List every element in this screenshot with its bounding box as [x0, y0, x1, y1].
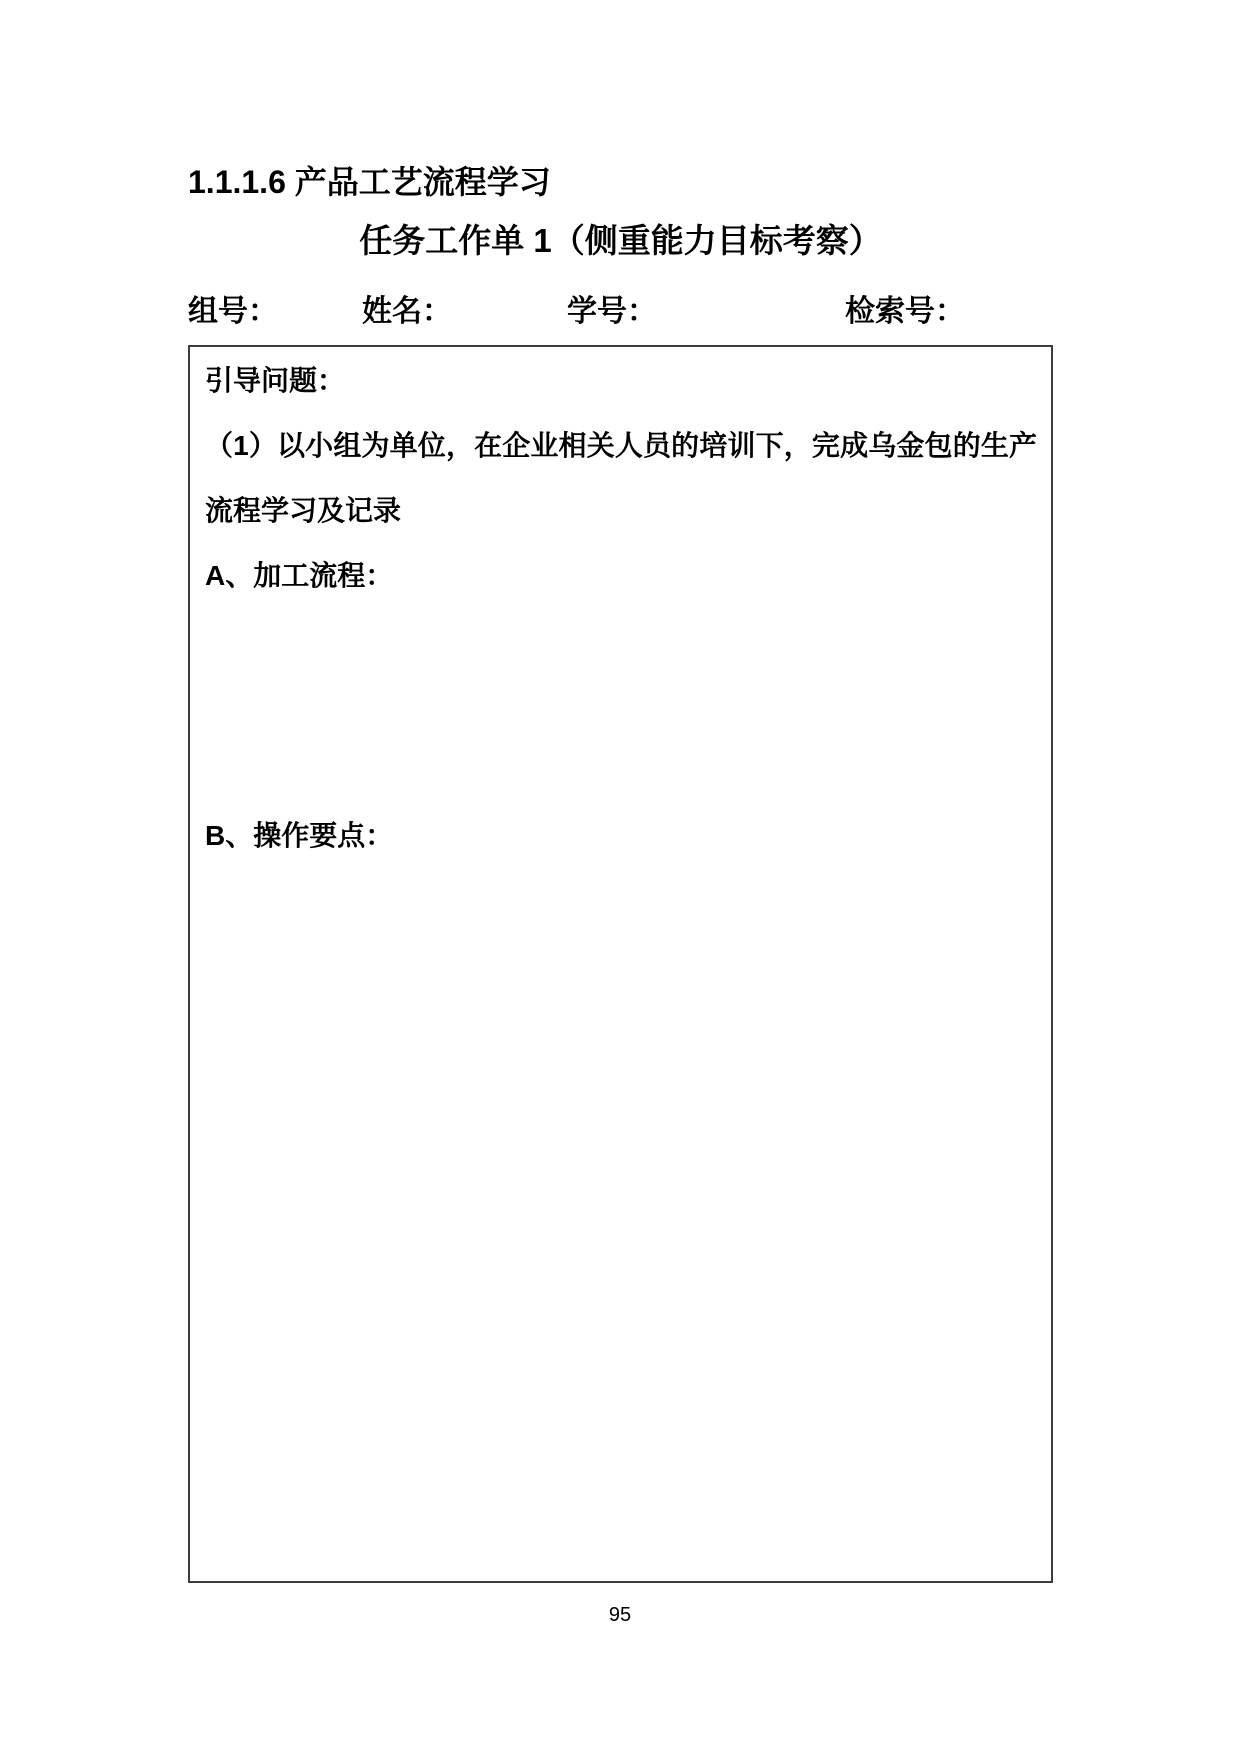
name-label: 姓名：	[362, 295, 452, 328]
task-description-line-2: 流程学习及记录	[205, 495, 402, 526]
worksheet-title: 任务工作单 1（侧重能力目标考察）	[359, 222, 882, 259]
worksheet-box	[188, 345, 1053, 1583]
section-b-label: B、操作要点：	[205, 820, 394, 851]
name-blank[interactable]	[460, 292, 550, 332]
task-description-line-1: （1）以小组为单位，在企业相关人员的培训下，完成乌金包的生产	[205, 430, 1037, 461]
section-a-label: A、加工流程：	[205, 560, 394, 591]
index-number-blank[interactable]	[973, 292, 1063, 332]
section-b-answer-area[interactable]	[205, 868, 1037, 1558]
group-number-blank[interactable]	[283, 292, 373, 332]
group-number-label: 组号：	[188, 295, 278, 328]
fields-row	[188, 292, 1053, 332]
section-a-answer-area[interactable]	[205, 608, 1037, 803]
student-id-label: 学号：	[567, 295, 657, 328]
index-number-label: 检索号：	[845, 295, 965, 328]
guide-questions-heading: 引导问题：	[205, 365, 346, 396]
student-id-blank[interactable]	[665, 292, 755, 332]
page-number: 95	[608, 1604, 632, 1626]
section-heading: 1.1.1.6 产品工艺流程学习	[188, 164, 551, 200]
